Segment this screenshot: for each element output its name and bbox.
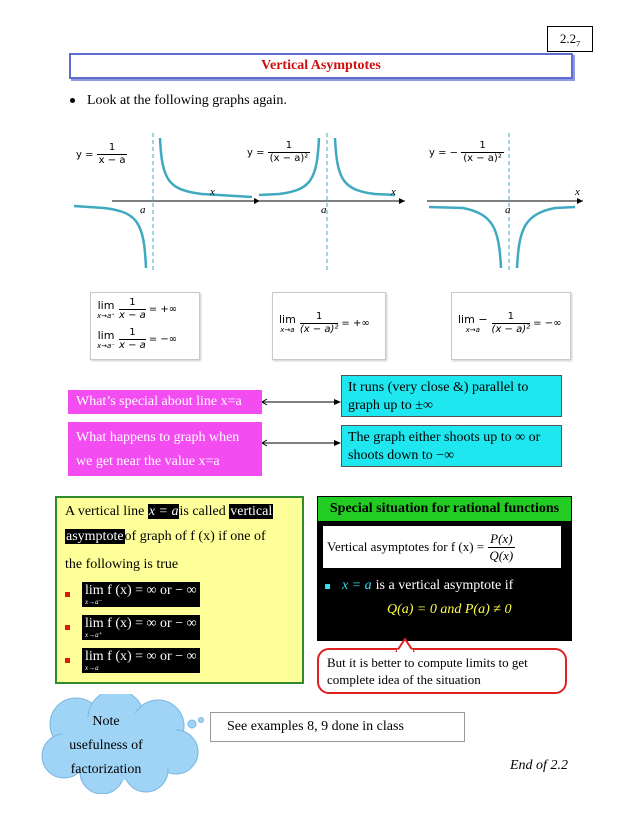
- cloud-line-1: Note: [92, 714, 120, 729]
- lim-den: x − a: [119, 310, 146, 321]
- condition-3-math: [82, 648, 200, 673]
- lim-sub: x→a: [280, 325, 295, 334]
- answer-1-box: [341, 375, 562, 417]
- callout-box: [317, 648, 567, 694]
- rational-box: [317, 496, 572, 641]
- lim-den: (x − a)²: [491, 324, 531, 335]
- a-label: a: [505, 204, 511, 216]
- limit-row: [458, 311, 561, 336]
- graph-3-equation: [429, 140, 504, 165]
- lim-sub: x→a⁻: [97, 341, 115, 350]
- callout-line-1: But it is better to compute limits to get: [327, 655, 528, 670]
- condition-lim: lim f (x) = ∞ or − ∞: [85, 649, 197, 664]
- condition-2: [65, 615, 200, 640]
- question-1-box: [68, 390, 262, 414]
- condition-sub: x→a: [85, 664, 99, 672]
- a-label: a: [140, 204, 146, 216]
- callout-line-2: complete idea of the situation: [327, 672, 481, 687]
- callout-pointer: [395, 638, 415, 652]
- lim-den: x − a: [119, 340, 146, 351]
- cloud-line-2: usefulness of: [69, 738, 143, 753]
- condition-sub: x→a⁺: [85, 631, 103, 639]
- lim-sub: x→a⁺: [97, 311, 115, 320]
- note-cloud-text: [50, 710, 162, 782]
- a-label: a: [321, 204, 327, 216]
- rational-den: Q(x): [489, 547, 514, 563]
- lim-num: 1: [492, 311, 531, 324]
- page-title: Vertical Asymptotes: [261, 58, 381, 73]
- equation-den: (x − a)²: [269, 153, 309, 164]
- equation-num: 1: [268, 140, 311, 153]
- question-2-line-2: we get near the value x=a: [76, 454, 220, 469]
- lim-sub: x→a: [465, 325, 480, 334]
- connector-arrows: [262, 395, 342, 455]
- equation-lhs: y =: [429, 147, 447, 159]
- see-examples-box: [210, 712, 465, 742]
- x-axis-label: x: [210, 186, 215, 198]
- graph-2: [245, 128, 435, 278]
- condition-1: [65, 582, 200, 607]
- definition-line-1: [65, 504, 273, 520]
- square-bullet-icon: [65, 592, 70, 597]
- limit-row: [97, 297, 177, 322]
- lim-text: lim: [97, 298, 115, 312]
- equation-sign: −: [449, 147, 459, 159]
- x-axis-label: x: [575, 186, 580, 198]
- square-bullet-icon: [65, 625, 70, 630]
- title-bar: [69, 53, 573, 79]
- cloud-line-3: factorization: [70, 762, 142, 777]
- rational-heading: Special situation for rational functions: [317, 496, 572, 522]
- rational-num: P(x): [490, 530, 513, 546]
- definition-equation: x = a: [148, 504, 179, 519]
- limit-box-1: [90, 292, 200, 360]
- lim-result: = +∞: [341, 318, 370, 329]
- condition-3: [65, 648, 200, 673]
- definition-rest: of graph of f (x) if one of: [124, 529, 266, 544]
- lim-text: lim: [279, 312, 296, 326]
- equation-num: 1: [461, 140, 504, 153]
- condition-lim: lim f (x) = ∞ or − ∞: [85, 583, 197, 598]
- condition-1-math: [82, 582, 200, 607]
- answer-1-line-2: graph up to ±∞: [348, 398, 433, 413]
- lim-text: lim: [97, 328, 115, 342]
- equation-num: 1: [97, 142, 128, 155]
- lim-num: 1: [300, 311, 339, 324]
- bullet-icon: [70, 98, 75, 103]
- question-2-line-1: What happens to graph when: [76, 430, 240, 445]
- square-bullet-icon: [325, 584, 330, 589]
- answer-1-line-1: It runs (very close &) parallel to: [348, 380, 529, 395]
- lim-result: = +∞: [148, 304, 178, 315]
- lim-den: (x − a)²: [299, 324, 339, 335]
- question-1-text: What’s special about line x=a: [76, 394, 242, 409]
- limit-box-3: [451, 292, 571, 360]
- graph-1: [72, 128, 265, 278]
- limit-row: [97, 327, 177, 352]
- intro-bullet: [70, 93, 287, 109]
- equation-den: (x − a)²: [463, 153, 502, 164]
- equation-den: x − a: [98, 155, 126, 166]
- question-2-box: [68, 422, 262, 476]
- definition-line-3: the following is true: [65, 557, 179, 572]
- lim-num: 1: [119, 327, 146, 340]
- rational-cond-math: Q(a) = 0 and P(a) ≠ 0: [387, 602, 512, 617]
- answer-2-line-2: shoots down to −∞: [348, 448, 455, 463]
- condition-sub: x→a⁻: [85, 598, 103, 606]
- graph-3: [425, 128, 615, 278]
- answer-2-box: [341, 425, 562, 467]
- lim-result: = −∞: [533, 318, 562, 329]
- rational-line-1: Vertical asymptotes for f (x) =: [327, 539, 485, 554]
- definition-term-vertical: vertical: [230, 504, 273, 519]
- definition-line-2: [65, 529, 266, 545]
- condition-lim: lim f (x) = ∞ or − ∞: [85, 616, 197, 631]
- lim-result: = −∞: [148, 334, 178, 345]
- x-axis-label: x: [391, 186, 396, 198]
- rational-condition: [325, 578, 513, 594]
- page-number: [547, 26, 593, 52]
- lim-num: 1: [119, 297, 146, 310]
- definition-box: [55, 496, 304, 684]
- definition-mid: is called: [179, 504, 226, 519]
- equation-lhs: y =: [247, 147, 265, 159]
- limit-row: [279, 311, 370, 336]
- end-text: End of 2.2: [510, 758, 568, 773]
- equation-lhs: y =: [76, 149, 94, 161]
- intro-text: Look at the following graphs again.: [87, 93, 287, 108]
- rational-cond-text: is a vertical asymptote if: [375, 578, 514, 593]
- rational-cond-eq: x = a: [342, 578, 372, 593]
- square-bullet-icon: [65, 658, 70, 663]
- page-number-sub: 7: [576, 39, 581, 49]
- page-number-main: 2.2: [559, 31, 577, 46]
- graph-2-equation: [247, 140, 310, 165]
- limit-box-2: [272, 292, 386, 360]
- answer-2-line-1: The graph either shoots up to ∞ or: [348, 430, 541, 445]
- see-examples-text: See examples 8, 9 done in class: [227, 719, 404, 734]
- graph-1-equation: [76, 142, 127, 167]
- definition-prefix: A vertical line: [65, 504, 145, 519]
- rational-formula: [323, 526, 561, 568]
- definition-term-asymptote: asymptote: [66, 529, 124, 544]
- condition-2-math: [82, 615, 200, 640]
- lim-text: lim −: [458, 312, 488, 326]
